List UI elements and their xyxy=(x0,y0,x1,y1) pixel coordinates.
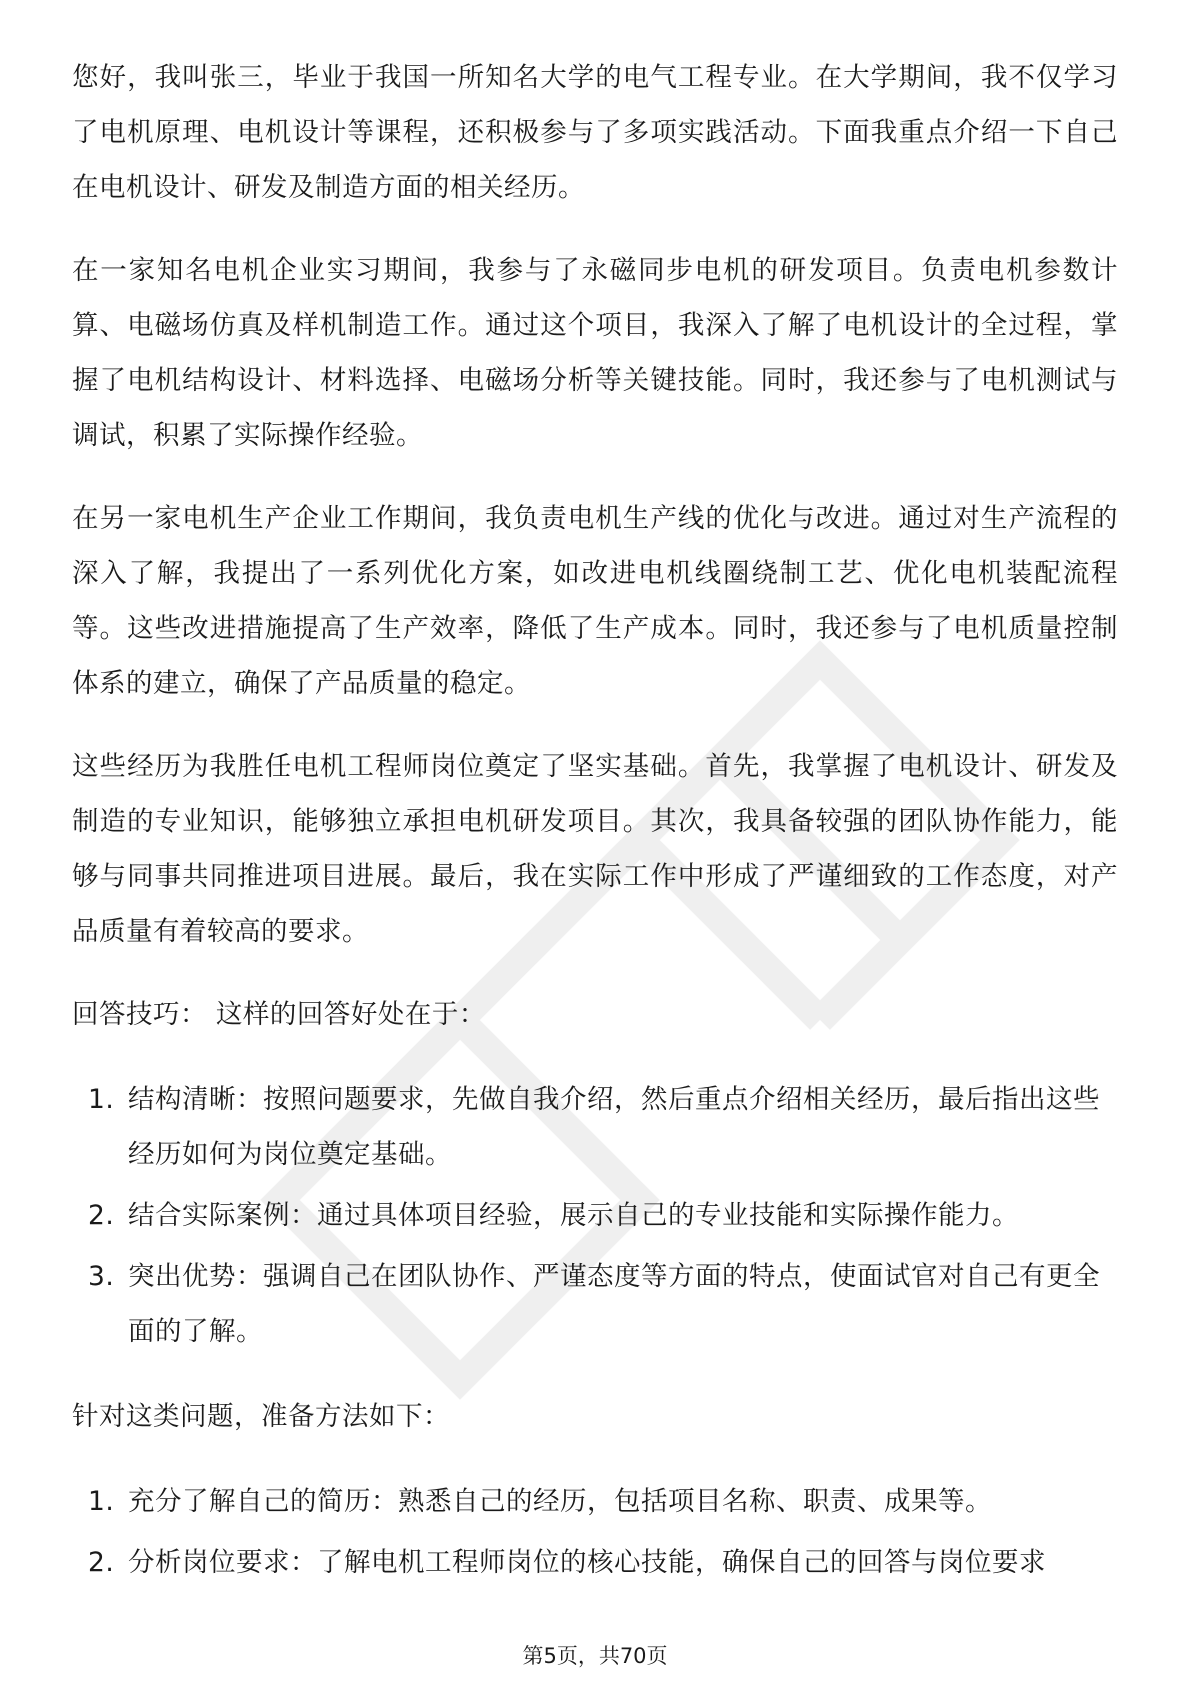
list-item xyxy=(72,1188,1118,1243)
list-item xyxy=(72,1474,1118,1529)
list-item-text: 结合实际案例：通过具体项目经验，展示自己的专业技能和实际操作能力。 xyxy=(128,1200,1019,1231)
prep-heading: 针对这类问题，准备方法如下： xyxy=(72,1401,450,1432)
list-item-text: 充分了解自己的简历：熟悉自己的经历，包括项目名称、职责、成果等。 xyxy=(128,1486,992,1517)
list-item-number: 2. xyxy=(88,1547,115,1578)
prep-list xyxy=(72,1474,1118,1590)
list-item-text: 分析岗位要求：了解电机工程师岗位的核心技能，确保自己的回答与岗位要求 xyxy=(128,1547,1046,1578)
list-item-number: 3. xyxy=(88,1261,115,1292)
summary-paragraph: 这些经历为我胜任电机工程师岗位奠定了坚实基础。首先，我掌握了电机设计、研发及制造的专业知识，能够独立承担电机研发项目。其次，我具备较强的团队协作能力，能够与同事共同推进项目进展。最后，我在实际工作中形成了严谨细致的工作态度，对产品质量有着较高的要求。 xyxy=(72,751,1118,947)
list-item xyxy=(72,1535,1118,1590)
document-page xyxy=(72,50,1118,1620)
page-number: 第5页，共70页 xyxy=(522,1644,668,1668)
list-item xyxy=(72,1249,1118,1359)
list-item-text: 突出优势：强调自己在团队协作、严谨态度等方面的特点，使面试官对自己有更全面的了解。 xyxy=(128,1261,1100,1347)
tips-heading: 回答技巧： 这样的回答好处在于： xyxy=(72,999,486,1030)
list-item-number: 1. xyxy=(88,1084,115,1115)
production-paragraph: 在另一家电机生产企业工作期间，我负责电机生产线的优化与改进。通过对生产流程的深入了解，我提出了一系列优化方案，如改进电机线圈绕制工艺、优化电机装配流程等。这些改进措施提高了生产效率，降低了生产成本。同时，我还参与了电机质量控制体系的建立，确保了产品质量的稳定。 xyxy=(72,503,1118,699)
list-item-number: 2. xyxy=(88,1200,115,1231)
tips-list xyxy=(72,1072,1118,1359)
intro-paragraph: 您好，我叫张三，毕业于我国一所知名大学的电气工程专业。在大学期间，我不仅学习了电机原理、电机设计等课程，还积极参与了多项实践活动。下面我重点介绍一下自己在电机设计、研发及制造方面的相关经历。 xyxy=(72,62,1118,203)
list-item-text: 结构清晰：按照问题要求，先做自我介绍，然后重点介绍相关经历，最后指出这些经历如何为岗位奠定基础。 xyxy=(128,1084,1100,1170)
list-item xyxy=(72,1072,1118,1182)
internship-paragraph: 在一家知名电机企业实习期间，我参与了永磁同步电机的研发项目。负责电机参数计算、电磁场仿真及样机制造工作。通过这个项目，我深入了解了电机设计的全过程，掌握了电机结构设计、材料选择、电磁场分析等关键技能。同时，我还参与了电机测试与调试，积累了实际操作经验。 xyxy=(72,255,1118,451)
list-item-number: 1. xyxy=(88,1486,115,1517)
